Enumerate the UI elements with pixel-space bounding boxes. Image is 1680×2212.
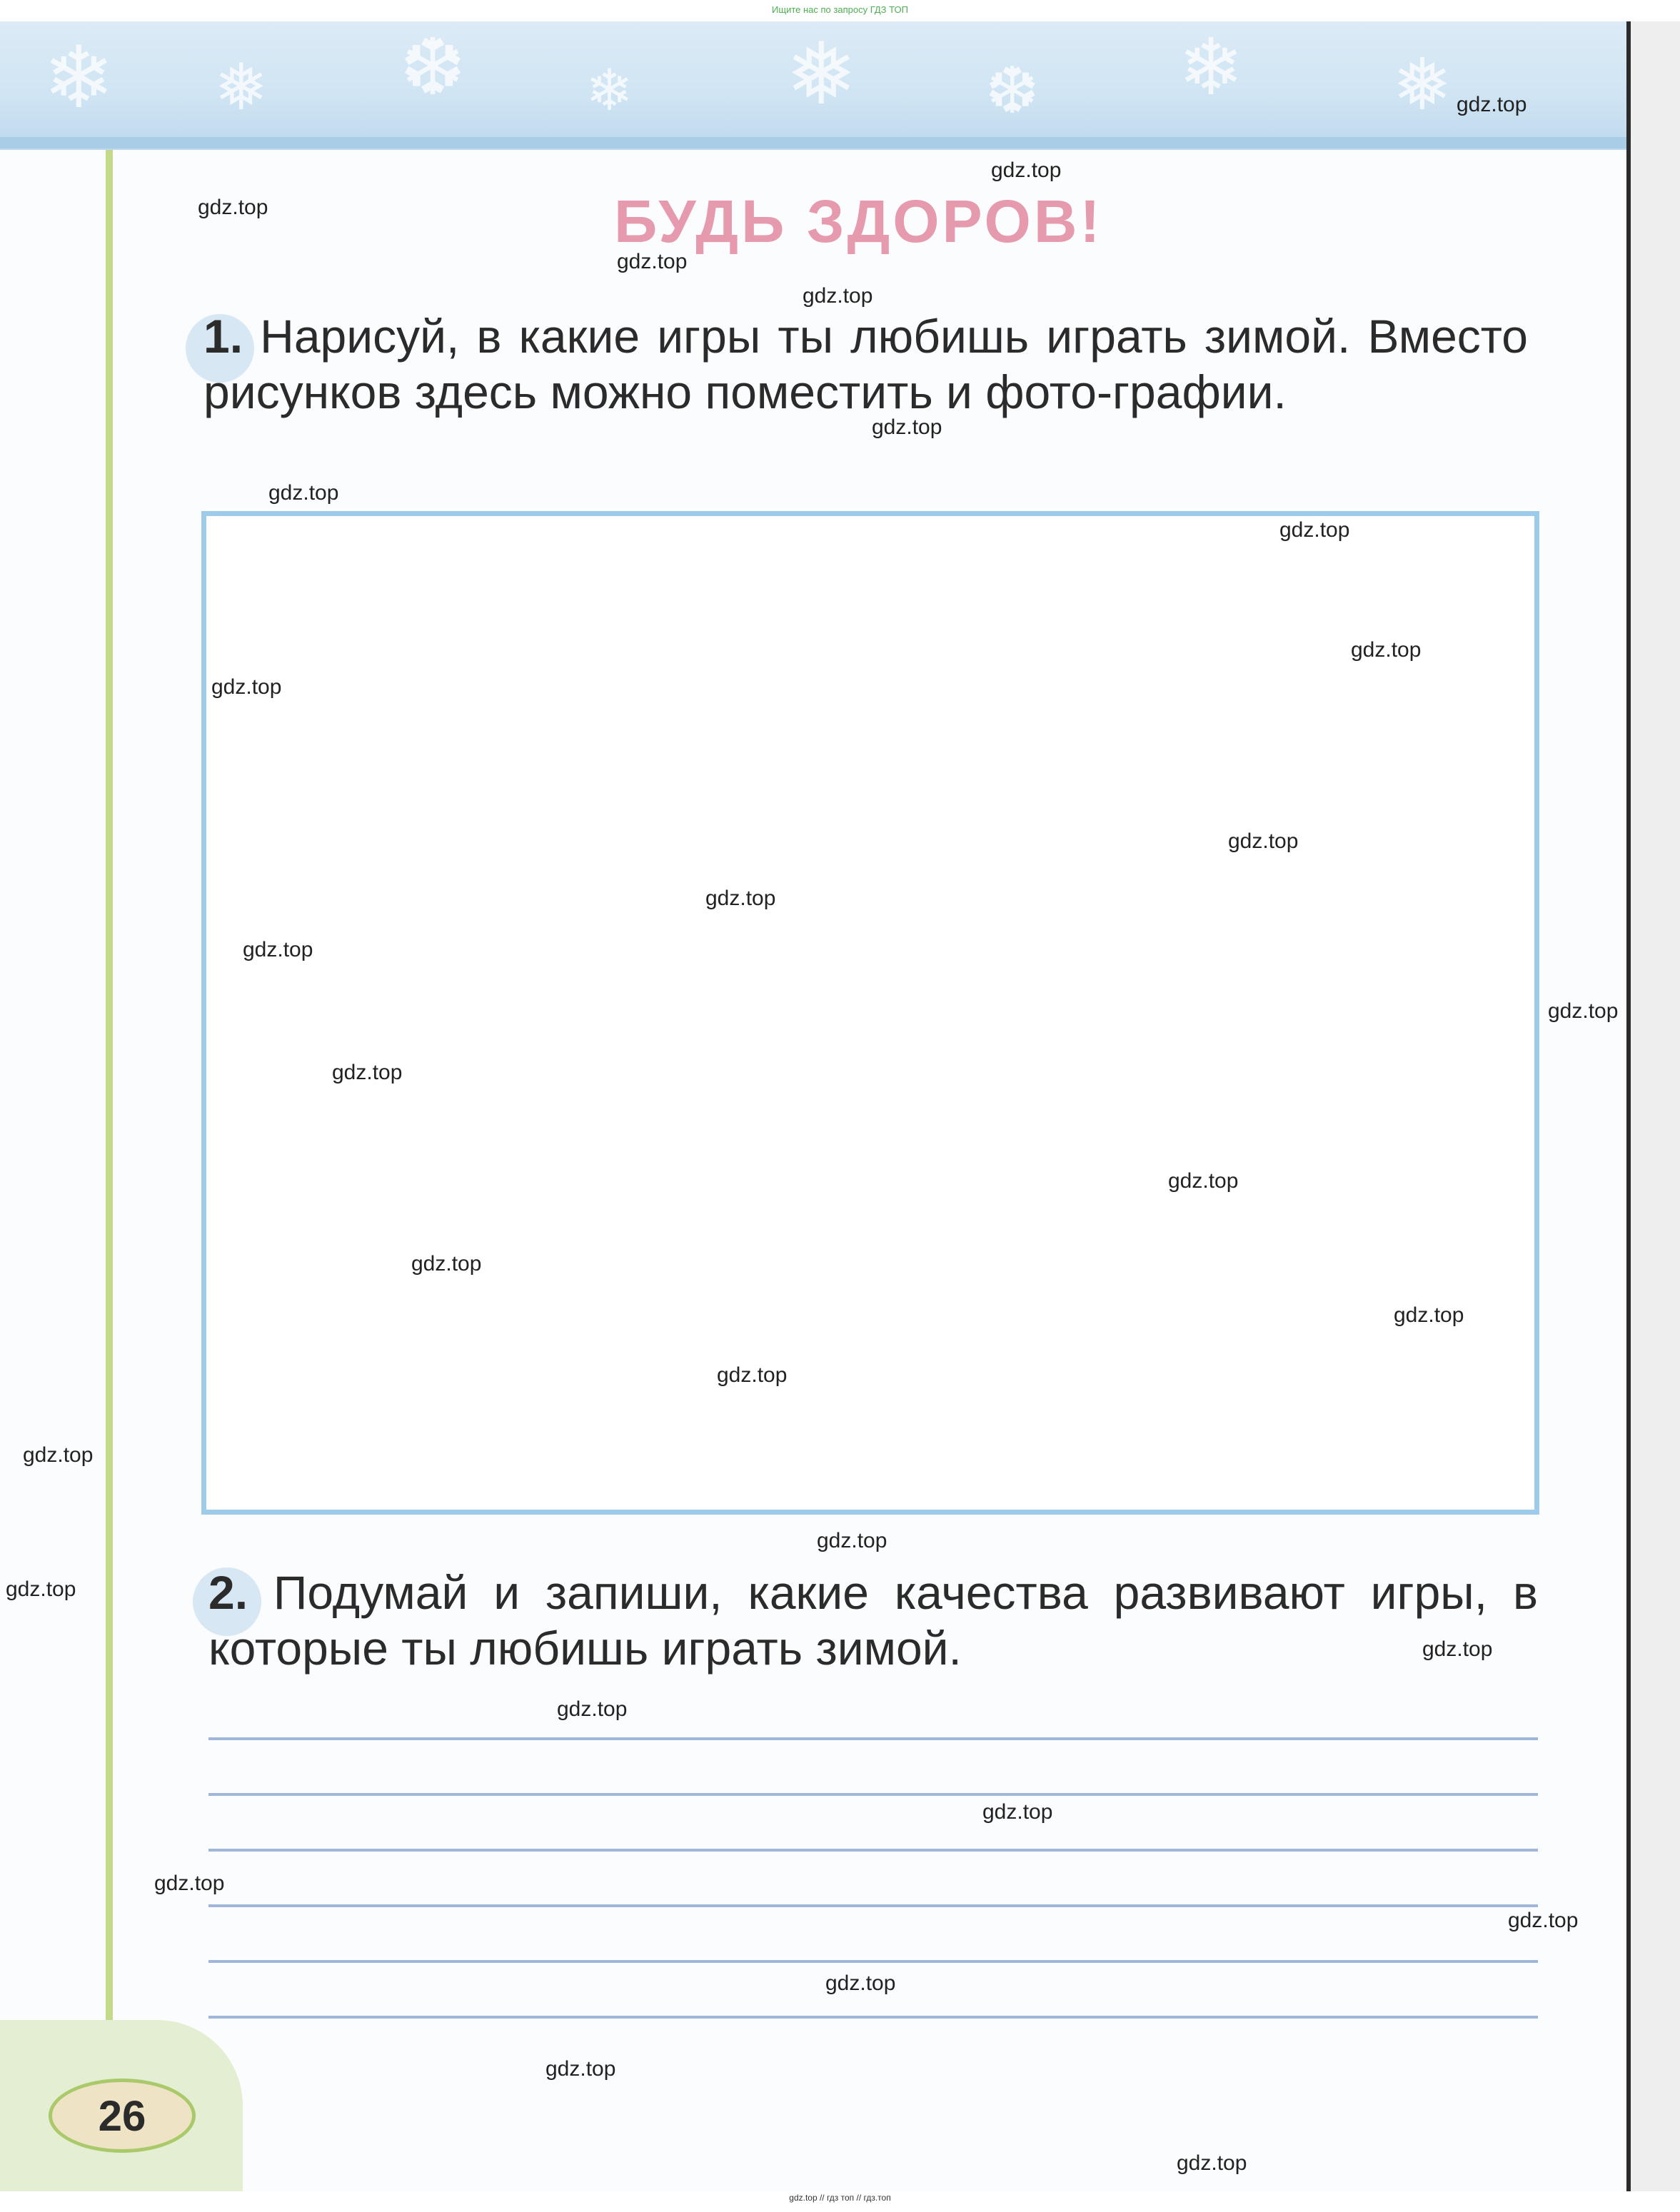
watermark: gdz.top [23,1443,94,1467]
watermark: gdz.top [803,284,873,308]
watermark: gdz.top [1422,1637,1493,1661]
banner-strip [0,137,1628,148]
answer-line-1[interactable] [208,1737,1538,1740]
watermark: gdz.top [1351,638,1422,662]
watermark: gdz.top [1279,518,1350,542]
task-2 [208,1565,1538,1676]
watermark: gdz.top [198,196,268,219]
task-2-number: 2. [208,1566,248,1619]
watermark: gdz.top [154,1872,225,1895]
task-1-number: 1. [203,310,243,363]
header-banner [0,21,1628,150]
watermark: gdz.top [872,415,942,439]
snowflake-icon: ❄ [1178,24,1244,111]
watermark: gdz.top [617,250,688,273]
watermark: gdz.top [825,1971,896,1995]
task-1-text: Нарисуй, в какие игры ты любишь играть зимой. Вместо рисунков здесь можно поместить и фото-графии. [203,310,1528,418]
page-spine [1626,21,1680,2191]
task-1 [203,308,1528,420]
watermark: gdz.top [243,938,313,961]
snowflake-icon: ❄ [585,59,634,122]
watermark: gdz.top [1228,829,1299,853]
watermark: gdz.top [705,887,776,910]
watermark: gdz.top [982,1800,1053,1824]
watermark: gdz.top [717,1363,788,1387]
watermark: gdz.top [817,1529,887,1552]
answer-line-6[interactable] [208,2016,1538,2019]
answer-line-5[interactable] [208,1960,1538,1963]
watermark: gdz.top [268,481,339,505]
drawing-area[interactable] [201,511,1539,1515]
watermark: gdz.top [1457,93,1527,116]
watermark: gdz.top [1177,2151,1247,2175]
snowflake-icon: ❅ [214,52,268,123]
watermark: gdz.top [411,1252,482,1276]
watermark: gdz.top [332,1061,403,1084]
top-note: Ищите нас по запросу ГДЗ ТОП [772,4,908,15]
watermark: gdz.top [557,1697,628,1721]
snowflake-icon: ❆ [400,24,466,111]
watermark: gdz.top [1394,1303,1464,1327]
watermark: gdz.top [545,2057,616,2081]
watermark: gdz.top [1508,1909,1579,1932]
task-2-text: Подумай и запиши, какие качества развивают игры, в которые ты любишь играть зимой. [208,1566,1539,1675]
snowflake-icon: ❅ [785,26,857,122]
answer-line-2[interactable] [208,1793,1538,1796]
bottom-note: gdz.top // гдз топ // гдз.топ [789,2193,891,2203]
snowflake-icon: ❄ [43,30,115,126]
watermark: gdz.top [1168,1169,1239,1193]
page-number: 26 [49,2079,196,2153]
watermark: gdz.top [211,675,282,699]
snowflake-icon: ❆ [985,56,1040,127]
watermark: gdz.top [6,1577,76,1601]
answer-line-3[interactable] [208,1849,1538,1852]
watermark: gdz.top [991,158,1062,182]
page-title: БУДЬ ЗДОРОВ! [614,188,1103,255]
snowflake-icon: ❅ [1392,45,1452,125]
answer-line-4[interactable] [208,1904,1538,1907]
watermark: gdz.top [1548,999,1619,1023]
margin-line [106,150,113,2120]
